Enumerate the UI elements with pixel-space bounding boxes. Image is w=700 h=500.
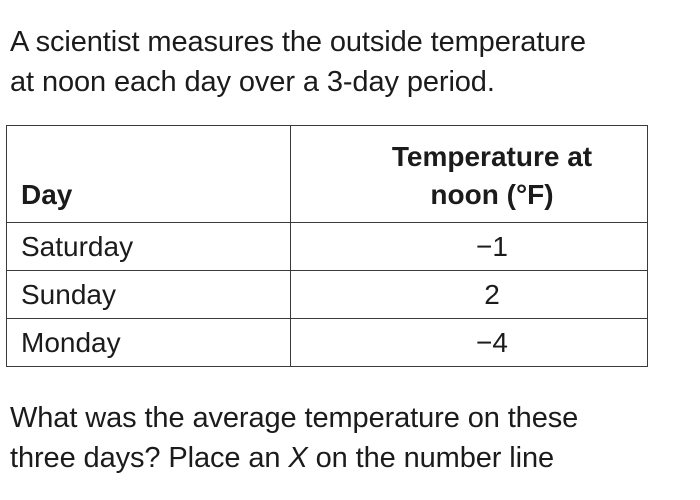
header-temperature	[291, 126, 648, 223]
question-text	[10, 398, 695, 478]
cell-day: Saturday	[7, 223, 291, 271]
cell-temperature: 2	[291, 271, 648, 319]
header-temperature-line-1: Temperature at	[391, 141, 593, 172]
table-header-row	[7, 126, 648, 223]
question-line-1: What was the average temperature on these	[10, 402, 579, 434]
header-temperature-line-2: noon (°F)	[430, 179, 554, 210]
intro-line-1: A scientist measures the outside temperature	[10, 26, 586, 58]
table-row	[7, 223, 648, 271]
table-row	[7, 271, 648, 319]
cell-day: Sunday	[7, 271, 291, 319]
question-line-2-prefix: three days? Place an	[10, 442, 289, 474]
cell-day: Monday	[7, 319, 291, 367]
temperature-table	[6, 125, 648, 367]
question-variable-x: X	[288, 442, 308, 474]
cell-temperature: −4	[291, 319, 648, 367]
intro-line-2: at noon each day over a 3-day period.	[10, 66, 495, 98]
table-row	[7, 319, 648, 367]
question-line-2	[10, 438, 695, 478]
header-day: Day	[7, 126, 291, 223]
cell-temperature: −1	[291, 223, 648, 271]
question-line-2-suffix: on the number line	[307, 442, 555, 474]
intro-text	[10, 22, 695, 102]
